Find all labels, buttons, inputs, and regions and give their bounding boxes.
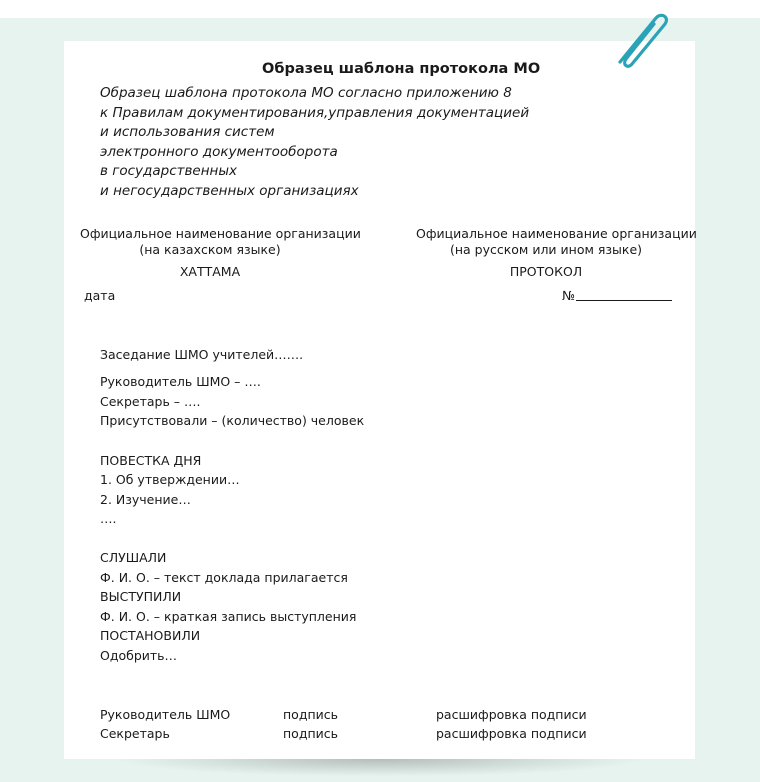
heard-title: СЛУШАЛИ	[100, 550, 167, 565]
signature-role: Секретарь	[100, 726, 170, 741]
paperclip-icon	[604, 2, 676, 74]
heard-text: Ф. И. О. – текст доклада прилагается	[100, 570, 348, 585]
intro-line: Образец шаблона протокола МО согласно приложению 8	[100, 85, 512, 101]
resolved-text: Одобрить…	[100, 648, 178, 663]
present-line: Присутствовали – (количество) человек	[100, 413, 365, 428]
date-label: дата	[84, 288, 116, 303]
signature-decode: расшифровка подписи	[436, 726, 587, 741]
agenda-item: 2. Изучение…	[100, 492, 191, 507]
spoke-text: Ф. И. О. – краткая запись выступления	[100, 609, 357, 624]
head-line: Руководитель ШМО – ….	[100, 374, 261, 389]
number-underline	[576, 300, 672, 301]
resolved-title: ПОСТАНОВИЛИ	[100, 628, 201, 643]
signature-sign: подпись	[283, 726, 338, 741]
document-title: Образец шаблона протокола МО	[262, 61, 541, 77]
intro-line: к Правилам документирования,управления документацией	[100, 104, 530, 121]
agenda-item: 1. Об утверждении…	[100, 472, 240, 487]
meeting-line: Заседание ШМО учителей…….	[100, 347, 304, 362]
intro-line: электронного документооборота	[100, 143, 338, 160]
left-org-language: (на казахском языке)	[139, 242, 281, 257]
right-org-language: (на русском или ином языке)	[449, 242, 643, 257]
agenda-title: ПОВЕСТКА ДНЯ	[100, 453, 202, 468]
right-org-name: Официальное наименование организации	[416, 226, 697, 241]
secretary-line: Секретарь – ….	[100, 394, 201, 409]
left-doc-name: ХАТТАМА	[179, 264, 241, 279]
intro-block	[100, 84, 529, 201]
left-org-name: Официальное наименование организации	[80, 226, 361, 241]
spoke-title: ВЫСТУПИЛИ	[100, 589, 182, 604]
signature-role: Руководитель ШМО	[100, 707, 231, 722]
number-label: №	[562, 288, 576, 303]
intro-line: и использования систем	[100, 124, 275, 140]
signature-sign: подпись	[283, 707, 338, 722]
right-doc-name: ПРОТОКОЛ	[509, 264, 583, 279]
intro-line: и негосударственных организациях	[100, 182, 359, 199]
signature-decode: расшифровка подписи	[436, 707, 587, 722]
intro-line: в государственных	[100, 163, 238, 179]
agenda-item: ….	[100, 511, 117, 526]
